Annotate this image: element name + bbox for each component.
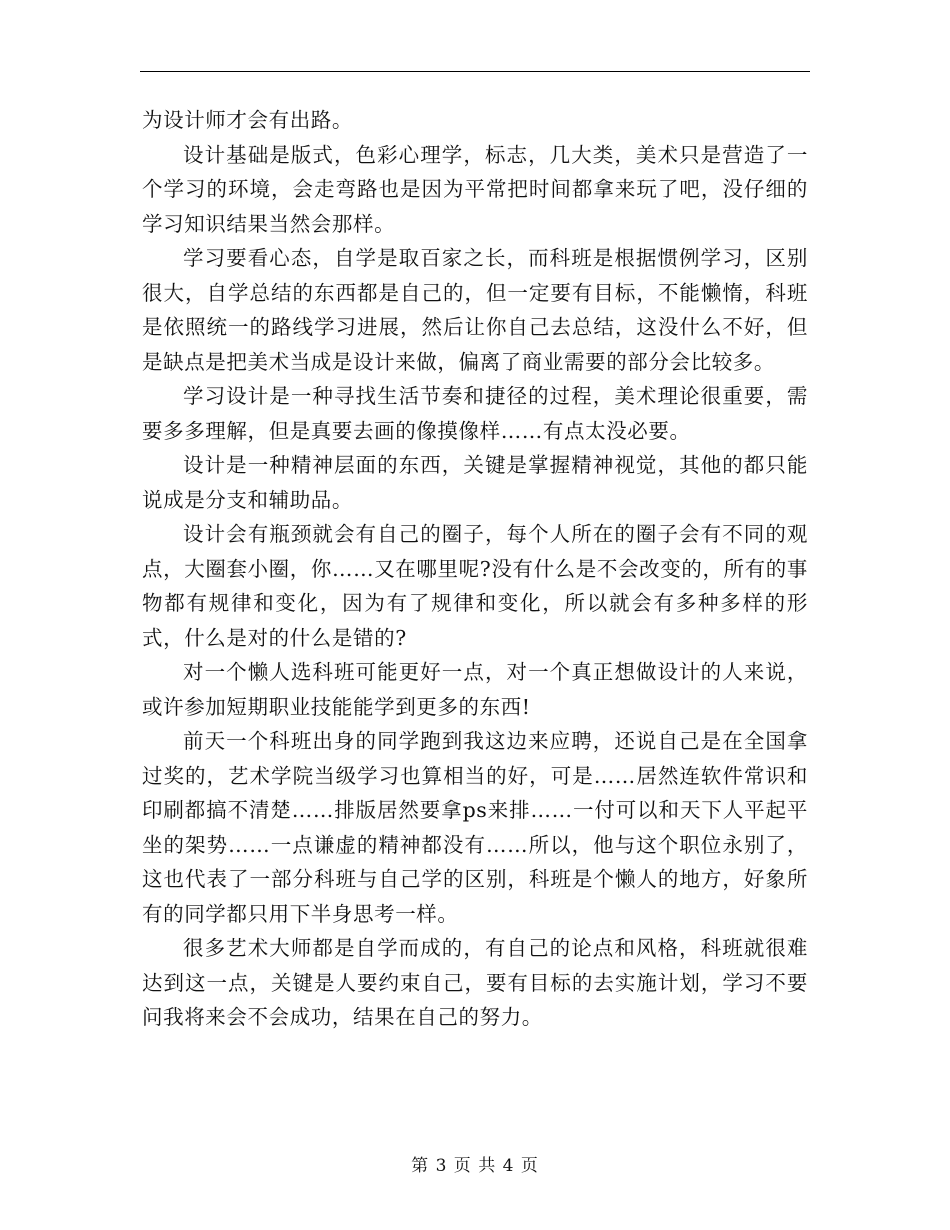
paragraph: 学习要看心态，自学是取百家之长，而科班是根据惯例学习，区别很大，自学总结的东西都是自己的，但一定要有目标，不能懒惰，科班是依照统一的路线学习进展，然后让你自己去总结，这没什么不好，但是缺点是把美术当成是设计来做，偏离了商业需要的部分会比较多。 <box>142 246 808 374</box>
paragraph: 对一个懒人选科班可能更好一点，对一个真正想做设计的人来说，或许参加短期职业技能能学到更多的东西! <box>142 660 808 719</box>
paragraph: 设计是一种精神层面的东西，关键是掌握精神视觉，其他的都只能说成是分支和辅助品。 <box>142 453 808 512</box>
paragraph: 设计会有瓶颈就会有自己的圈子，每个人所在的圈子会有不同的观点，大圈套小圈，你……又在哪里呢?没有什么是不会改变的，所有的事物都有规律和变化，因为有了规律和变化，所以就会有多种多样的形式，什么是对的什么是错的? <box>142 522 808 650</box>
paragraph: 学习设计是一种寻找生活节奏和捷径的过程，美术理论很重要，需要多多理解，但是真要去画的像摸像样……有点太没必要。 <box>142 384 808 443</box>
paragraph: 设计基础是版式，色彩心理学，标志，几大类，美术只是营造了一个学习的环境，会走弯路也是因为平常把时间都拿来玩了吧，没仔细的学习知识结果当然会那样。 <box>142 142 808 236</box>
paragraph: 很多艺术大师都是自学而成的，有自己的论点和风格，科班就很难达到这一点，关键是人要约束自己，要有目标的去实施计划，学习不要问我将来会不会成功，结果在自己的努力。 <box>142 936 808 1029</box>
paragraph-continued: 为设计师才会有出路。 <box>142 108 353 132</box>
paragraph: 前天一个科班出身的同学跑到我这边来应聘，还说自己是在全国拿过奖的，艺术学院当级学习也算相当的好，可是……居然连软件常识和印刷都搞不清楚……排版居然要拿ps来排……一付可以和天下人平起平坐的架势……一点谦虚的精神都没有……所以，他与这个职位永别了，这也代表了一部分科班与自己学的区别，科班是个懒人的地方，好象所有的同学都只用下半身思考一样。 <box>142 729 808 926</box>
page-footer <box>0 1155 950 1177</box>
page-number-label: 第 3 页 共 4 页 <box>411 1156 539 1176</box>
document-body <box>142 103 808 1035</box>
header-rule <box>140 71 810 72</box>
